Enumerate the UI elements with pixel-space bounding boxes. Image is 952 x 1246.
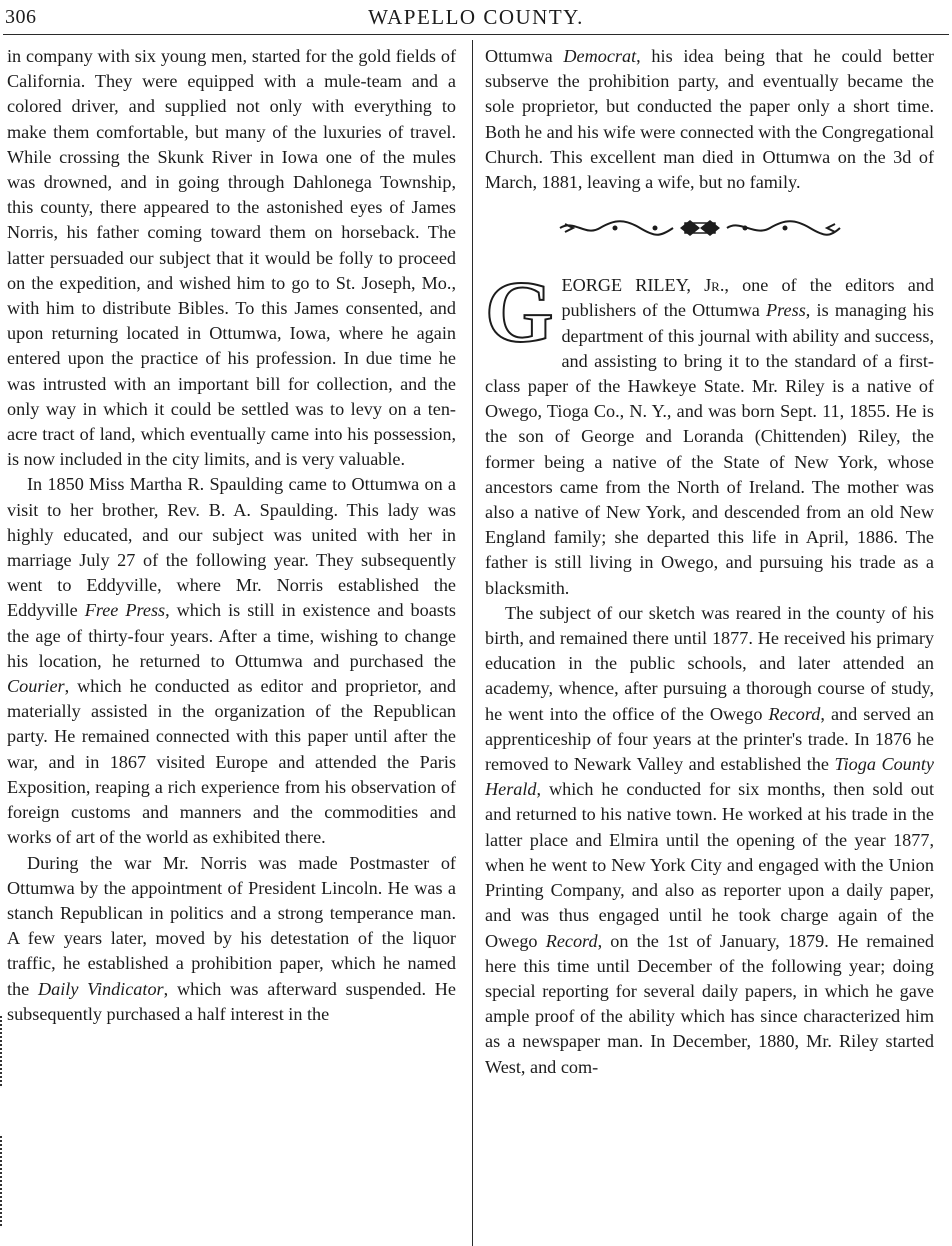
ornament-flourish-icon bbox=[555, 215, 845, 241]
paragraph bbox=[7, 472, 456, 850]
paragraph-text: , on the 1st of January, 1879. He remained here this time until December of the following year; doing special reporting for several daily papers, in which he gave ample proof of the ability which has since characterized him as a newspaper man. In December, 1880, Mr. Riley started West, and com- bbox=[485, 930, 934, 1077]
paragraph bbox=[485, 601, 934, 1080]
paragraph-text: , which is still in existence and boasts the age of thirty-four years. After a time, wishing to change his location, he returned to Ottumwa and purchased the bbox=[7, 600, 457, 671]
paragraph bbox=[485, 44, 934, 195]
paragraph-text: , which he conducted for six months, then sold out and returned to his native town. He worked at his trade in the latter place and Elmira until the opening of the year 1877, when he went to New York City and engaged with the Union Printing Company, and also as reporter upon a daily paper, and was thus engaged until he took charge again of the Owego bbox=[485, 779, 934, 951]
running-head bbox=[0, 2, 952, 34]
newspaper-title: Record bbox=[545, 930, 598, 951]
paragraph-text: , which he conducted as editor and proprietor, and materially assisted in the organization of the Republican party. He remained connected with this paper until after the war, and in 1867 visited Europe and attended the Paris Exposition, reaping a rich experience from his observation of foreign customs and manners and the commodities and works of art of the world as exhibited there. bbox=[7, 676, 456, 848]
subject-name: EORGE RILEY, bbox=[561, 275, 705, 296]
binding-mark bbox=[0, 1136, 8, 1226]
newspaper-title: Free Press bbox=[84, 600, 166, 621]
newspaper-title: Courier bbox=[7, 676, 65, 697]
column-divider bbox=[472, 40, 473, 1246]
paragraph-text: The subject of our sketch was reared in the county of his birth, and remained there until 1877. He received his primary education in the public schools, and later attended an academy, whence, after pursuing a thorough course of study, he went into the office of the Owego bbox=[485, 602, 934, 724]
header-rule bbox=[3, 34, 949, 35]
paragraph bbox=[7, 44, 456, 472]
paragraph-text: , one of the editors and publishers of the Ottumwa bbox=[561, 275, 934, 321]
newspaper-title: Press bbox=[766, 300, 806, 321]
paragraph-text: , which was afterward suspended. He subsequently purchased a half interest in the bbox=[7, 978, 456, 1024]
running-title: WAPELLO COUNTY. bbox=[368, 5, 584, 29]
paragraph bbox=[485, 264, 934, 601]
paragraph bbox=[7, 851, 456, 1027]
paragraph-text: Ottumwa bbox=[485, 46, 564, 66]
paragraph-text: , his idea being that he could better subserve the prohibition party, and eventually became the sole proprietor, but conducted the paper only a short time. Both he and his wife were connected with the Congregational Church. This excellent man died in Ottumwa on the 3d of March, 1881, leaving a wife, but no family. bbox=[485, 46, 934, 193]
paragraph-text: In 1850 Miss Martha R. Spaulding came to Ottumwa on a visit to her brother, Rev. B. A. Spaulding. This lady was highly educated, and our subject was united with her in marriage July 27 of the following year. They subsequently went to Eddyville, where Mr. Norris established the Eddyville bbox=[7, 474, 456, 621]
right-column bbox=[485, 44, 934, 1080]
newspaper-title: Record bbox=[768, 703, 821, 724]
newspaper-title: Tioga County Herald bbox=[485, 754, 934, 800]
page-number: 306 bbox=[5, 6, 37, 28]
left-column bbox=[7, 44, 456, 1027]
paragraph-text: During the war Mr. Norris was made Postmaster of Ottumwa by the appointment of President Lincoln. He was a stanch Republican in politics and a strong temperance man. A few years later, moved by his detestation of the liquor traffic, he established a prohibition paper, which he named the bbox=[7, 852, 456, 999]
paragraph-text: , and served an apprenticeship of four years at the printer's trade. In 1876 he removed to Newark Valley and established the bbox=[485, 703, 934, 775]
section-ornament bbox=[485, 201, 934, 259]
name-suffix: Jr. bbox=[704, 275, 725, 296]
paragraph-text: , is managing his department of this journal with ability and success, and assisting to bring it to the standard of a first-class paper of the Hawkeye State. Mr. Riley is a native of Owego, Tioga Co., N. Y., and was born Sept. 11, 1855. He is the son of George and Loranda (Chittenden) Riley, the former being a native of the State of New York, whose ancestors came from the North of Ireland. The mother was also a native of New York, and descended from an old New England family; she departed this life in April, 1886. The father is still living in Owego, and pursuing his trade as a blacksmith. bbox=[485, 300, 934, 598]
newspaper-title: Democrat bbox=[563, 46, 637, 66]
newspaper-title: Daily Vindicator bbox=[38, 978, 164, 999]
drop-cap: G bbox=[485, 264, 554, 362]
paragraph-text: in company with six young men, started for the gold fields of California. They were equipped with a mule-team and a colored driver, and supplied not only with everything to make them comfortable, but many of the luxuries of travel. While crossing the Skunk River in Iowa one of the mules was drowned, and in going through Dahlonega Township, this county, there appeared to the astonished eyes of James Norris, his father coming toward them on horseback. The latter persuaded our subject that it would be folly to proceed on the expedition, and wished him to go to St. Joseph, Mo., with him to distribute Bibles. To this James consented, and upon returning located in Ottumwa, Iowa, where he again entered upon the practice of his profession. In due time he was intrusted with an important bill for collection, and the only way in which it could be settled was to levy on a ten-acre tract of land, which eventually came into his possession, is now included in the city limits, and is very valuable. bbox=[7, 46, 456, 470]
